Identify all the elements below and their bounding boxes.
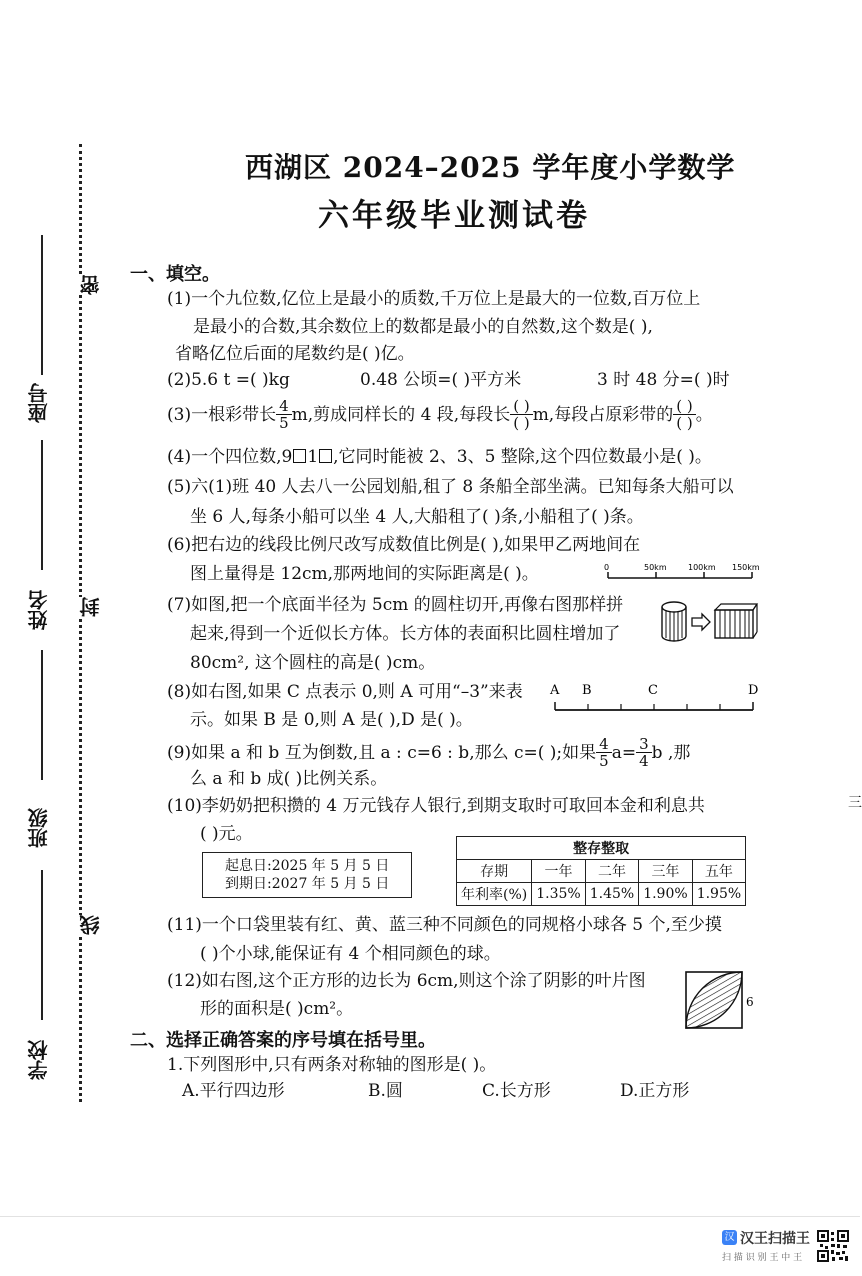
q5-line1: (5)六(1)班 40 人去八一公园划船,租了 8 条船全部坐满。已知每条大船可以 (167, 477, 734, 497)
school-label: 学校 (27, 1040, 51, 1080)
scale-label-50: 50km (644, 563, 667, 572)
q9-text-a: (9)如果 a 和 b 互为倒数,且 a : c=6 : b,那么 c=( );如果 (167, 742, 597, 763)
number-line (545, 680, 761, 718)
scanner-tagline: 扫 描 识 别 王 中 王 (722, 1253, 803, 1263)
option-b: B.圆 (368, 1081, 403, 1101)
q3-answer-fraction-2 (673, 398, 695, 431)
q12-line2: 形的面积是( )cm²。 (200, 999, 354, 1019)
rate-header-term: 存期 (457, 860, 532, 883)
point-b-label: B (582, 683, 592, 698)
end-date: 到期日:2027 年 5 月 5 日 (225, 876, 390, 892)
footer-divider (0, 1216, 860, 1217)
q3-text-c: m,每段占原彩带的 (532, 404, 674, 425)
q4 (167, 446, 712, 468)
q2-part1: (2)5.6 t =( )kg (167, 370, 290, 390)
square-side-label: 6 (746, 995, 754, 1009)
q4-text-c: ,它同时能被 2、3、5 整除,这个四位数最小是( )。 (333, 447, 712, 467)
q9-line1 (167, 736, 690, 769)
q3-blank-num-1: ( ) (510, 398, 532, 415)
q4-text-a: (4)一个四位数,9 (167, 447, 293, 467)
q10-line2: ( )元。 (200, 824, 253, 844)
seat-number-line (41, 235, 43, 375)
q7-line3: 80cm², 这个圆柱的高是( )cm。 (190, 653, 436, 673)
rate-3y: 1.90% (639, 883, 692, 906)
exam-title-line2: 六年级毕业测试卷 (318, 198, 590, 234)
q3-blank-den-2: ( ) (676, 414, 693, 432)
seal-char-xian: 线 (76, 915, 105, 935)
q12-line1: (12)如右图,这个正方形的边长为 6cm,则这个涂了阴影的叶片图 (167, 971, 646, 991)
q11-line2: ( )个小球,能保证有 4 个相同颜色的球。 (200, 944, 501, 964)
q11-line1: (11)一个口袋里装有红、黄、蓝三种不同颜色的同规格小球各 5 个,至少摸 (167, 915, 722, 935)
q2-part2: 0.48 公顷=( )平方米 (360, 370, 522, 390)
q9-line2: 么 a 和 b 成( )比例关系。 (190, 769, 388, 789)
q5-line2: 坐 6 人,每条小船可以坐 4 人,大船租了( )条,小船租了( )条。 (190, 507, 644, 527)
scale-label-150: 150km (732, 563, 760, 572)
rate-header-5y: 五年 (692, 860, 745, 883)
q2-part3: 3 时 48 分=( )时 (597, 370, 730, 390)
q1-line3: 省略亿位后面的尾数约是( )亿。 (175, 344, 415, 364)
q9-text-c: b ,那 (651, 742, 691, 763)
digit-box-1 (293, 449, 306, 463)
exam-title-line1: 西湖区 2024–2025 学年度小学数学 (245, 151, 736, 184)
point-a-label: A (550, 683, 560, 698)
q4-text-b: 1 (307, 447, 319, 467)
option-d: D.正方形 (620, 1081, 690, 1101)
school-line-top (41, 870, 43, 1020)
point-d-label: D (748, 683, 759, 698)
point-c-label: C (648, 683, 658, 698)
rate-1y: 1.35% (532, 883, 585, 906)
q3-text-a: (3)一根彩带长 (167, 404, 277, 425)
q3-blank-num-2: ( ) (673, 398, 695, 415)
edge-mark: 三 (848, 795, 862, 811)
q3-answer-fraction-1 (510, 398, 532, 431)
q3-frac-den: 5 (279, 414, 289, 432)
q9-f2-num: 3 (636, 736, 652, 753)
option-c: C.长方形 (482, 1081, 551, 1101)
q6-line2: 图上量得是 12cm,那两地间的实际距离是( )。 (190, 564, 539, 584)
seat-number-label: 座号 (27, 383, 51, 423)
q10-line1: (10)李奶奶把积攒的 4 万元钱存人银行,到期支取时可取回本金和利息共 (167, 796, 705, 816)
section1-heading: 一、填空。 (130, 264, 220, 285)
q1-line2: 是最小的合数,其余数位上的数都是最小的自然数,这个数是( ), (193, 317, 653, 337)
qr-code-icon (817, 1230, 849, 1262)
s2-q1: 1.下列图形中,只有两条对称轴的图形是( )。 (167, 1055, 497, 1075)
q3-length-fraction (276, 398, 292, 431)
q3-text-b: m,剪成同样长的 4 段,每段长 (291, 404, 511, 425)
digit-box-2 (319, 449, 332, 463)
start-date: 起息日:2025 年 5 月 5 日 (225, 858, 390, 874)
q3-text-end: 。 (695, 404, 713, 425)
scale-bar (602, 560, 762, 586)
q3-blank-den-1: ( ) (513, 414, 530, 432)
cylinder-to-cuboid-figure (660, 600, 758, 646)
q6-line1: (6)把右边的线段比例尺改写成数值比例是( ),如果甲乙两地间在 (167, 535, 641, 555)
class-label: 班级 (27, 808, 51, 848)
name-line-top (41, 440, 43, 570)
deposit-dates-box (202, 852, 412, 898)
rate-header-1y: 一年 (532, 860, 585, 883)
q9-fraction-1 (596, 736, 612, 769)
q9-f2-den: 4 (639, 752, 649, 770)
seal-char-feng: 封 (76, 597, 105, 617)
rate-row-label: 年利率(%) (457, 883, 532, 906)
rate-2y: 1.45% (585, 883, 638, 906)
scanner-brand: 汉王扫描王 (740, 1231, 810, 1247)
q3-frac-num: 4 (276, 398, 292, 415)
interest-rate-table (456, 836, 746, 906)
seal-char-mi: 密 (76, 275, 105, 295)
q8-line1: (8)如右图,如果 C 点表示 0,则 A 可用“–3”来表 (167, 682, 523, 702)
option-a: A.平行四边形 (182, 1081, 285, 1101)
q9-f1-den: 5 (599, 752, 609, 770)
scanner-logo-icon: 汉 (722, 1230, 737, 1245)
q7-line1: (7)如图,把一个底面半径为 5cm 的圆柱切开,再像右图那样拼 (167, 595, 624, 615)
q3 (167, 398, 713, 431)
q1-line1: (1)一个九位数,亿位上是最小的质数,千万位上是最大的一位数,百万位上 (167, 289, 701, 309)
q7-line2: 起来,得到一个近似长方体。长方体的表面积比圆柱增加了 (190, 624, 621, 644)
rate-table-title: 整存整取 (457, 837, 746, 860)
shaded-leaf-square-figure (684, 970, 754, 1032)
q9-text-b: a= (611, 742, 637, 763)
rate-header-3y: 三年 (639, 860, 692, 883)
scale-label-0: 0 (604, 563, 610, 572)
name-label: 姓名 (27, 590, 51, 630)
rate-5y: 1.95% (692, 883, 745, 906)
rate-header-2y: 二年 (585, 860, 638, 883)
q9-fraction-2 (636, 736, 652, 769)
class-line-top (41, 650, 43, 780)
section2-heading: 二、选择正确答案的序号填在括号里。 (130, 1030, 436, 1051)
q9-f1-num: 4 (596, 736, 612, 753)
scale-label-100: 100km (688, 563, 716, 572)
q8-line2: 示。如果 B 是 0,则 A 是( ),D 是( )。 (190, 710, 473, 730)
